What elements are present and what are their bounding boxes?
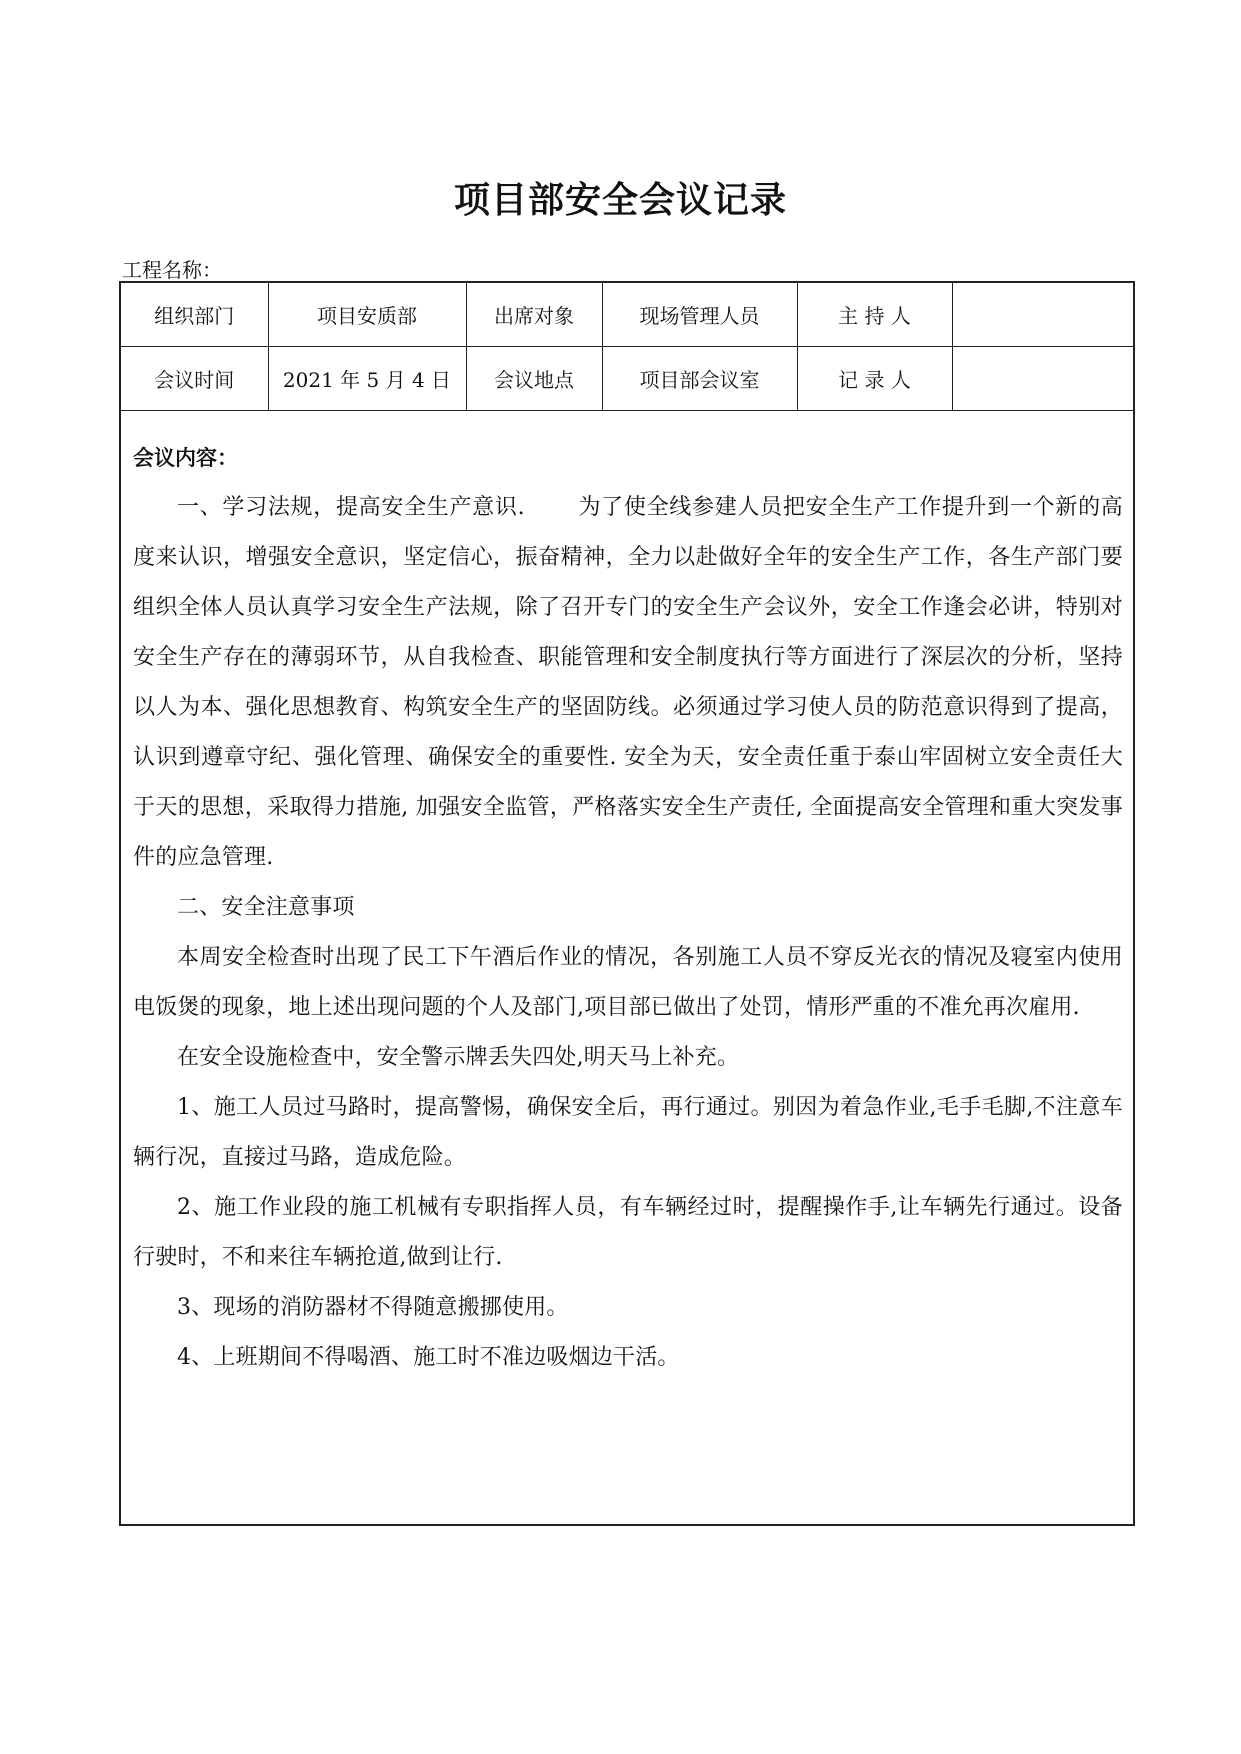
content-paragraph: 1、施工人员过马路时，提高警惕，确保安全后，再行通过。别因为着急作业,毛手毛脚,不注意车辆行况，直接过马路，造成危险。	[133, 1095, 1123, 1170]
org-value: 项目安质部	[268, 283, 466, 347]
content-paragraph: 在安全设施检查中，安全警示牌丢失四处,明天马上补充。	[177, 1045, 740, 1070]
time-label: 会议时间	[121, 347, 268, 411]
content-heading: 会议内容：	[133, 446, 238, 470]
info-row-organizer	[121, 283, 1133, 347]
place-label: 会议地点	[466, 347, 602, 411]
meeting-info-table	[121, 283, 1133, 411]
content-paragraph: 2、施工作业段的施工机械有专职指挥人员，有车辆经过时，提醒操作手,让车辆先行通过。设备行驶时，不和来往车辆抢道,做到让行.	[133, 1195, 1123, 1270]
place-value: 项目部会议室	[602, 347, 797, 411]
meeting-content	[133, 433, 1123, 1383]
info-row-time	[121, 347, 1133, 411]
content-paragraph: 4、上班期间不得喝酒、施工时不准边吸烟边干活。	[177, 1345, 680, 1370]
recorder-label: 记 录 人	[797, 347, 952, 411]
attendee-label: 出席对象	[466, 283, 602, 347]
recorder-value	[952, 347, 1133, 411]
content-paragraph: 二、安全注意事项	[177, 895, 355, 920]
project-name-label: 工程名称：	[122, 258, 222, 282]
host-label: 主 持 人	[797, 283, 952, 347]
time-value: 2021 年 5 月 4 日	[268, 347, 466, 411]
content-paragraph: 一、学习法规，提高安全生产意识. 为了使全线参建人员把安全生产工作提升到一个新的高度来认识，增强安全意识，坚定信心，振奋精神，全力以赴做好全年的安全生产工作，各生产部门要组织全体人员认真学习安全生产法规，除了召开专门的安全生产会议外，安全工作逢会必讲，特别对安全生产存在的薄弱环节，从自我检查、职能管理和安全制度执行等方面进行了深层次的分析，坚持以人为本、强化思想教育、构筑安全生产的坚固防线。必须通过学习使人员的防范意识得到了提高，认识到遵章守纪、强化管理、确保安全的重要性. 安全为天，安全责任重于泰山牢固树立安全责任大于天的思想，采取得力措施, 加强安全监管，严格落实安全生产责任, 全面提高安全管理和重大突发事件的应急管理.	[133, 495, 1123, 870]
org-label: 组织部门	[121, 283, 268, 347]
content-paragraph: 本周安全检查时出现了民工下午酒后作业的情况，各别施工人员不穿反光衣的情况及寝室内使用电饭煲的现象，地上述出现问题的个人及部门,项目部已做出了处罚，情形严重的不准允再次雇用.	[133, 945, 1123, 1020]
attendee-value: 现场管理人员	[602, 283, 797, 347]
meeting-record-sheet	[119, 281, 1135, 1526]
document-title: 项目部安全会议记录	[453, 180, 787, 221]
host-value	[952, 283, 1133, 347]
content-paragraph: 3、现场的消防器材不得随意搬挪使用。	[177, 1295, 569, 1320]
